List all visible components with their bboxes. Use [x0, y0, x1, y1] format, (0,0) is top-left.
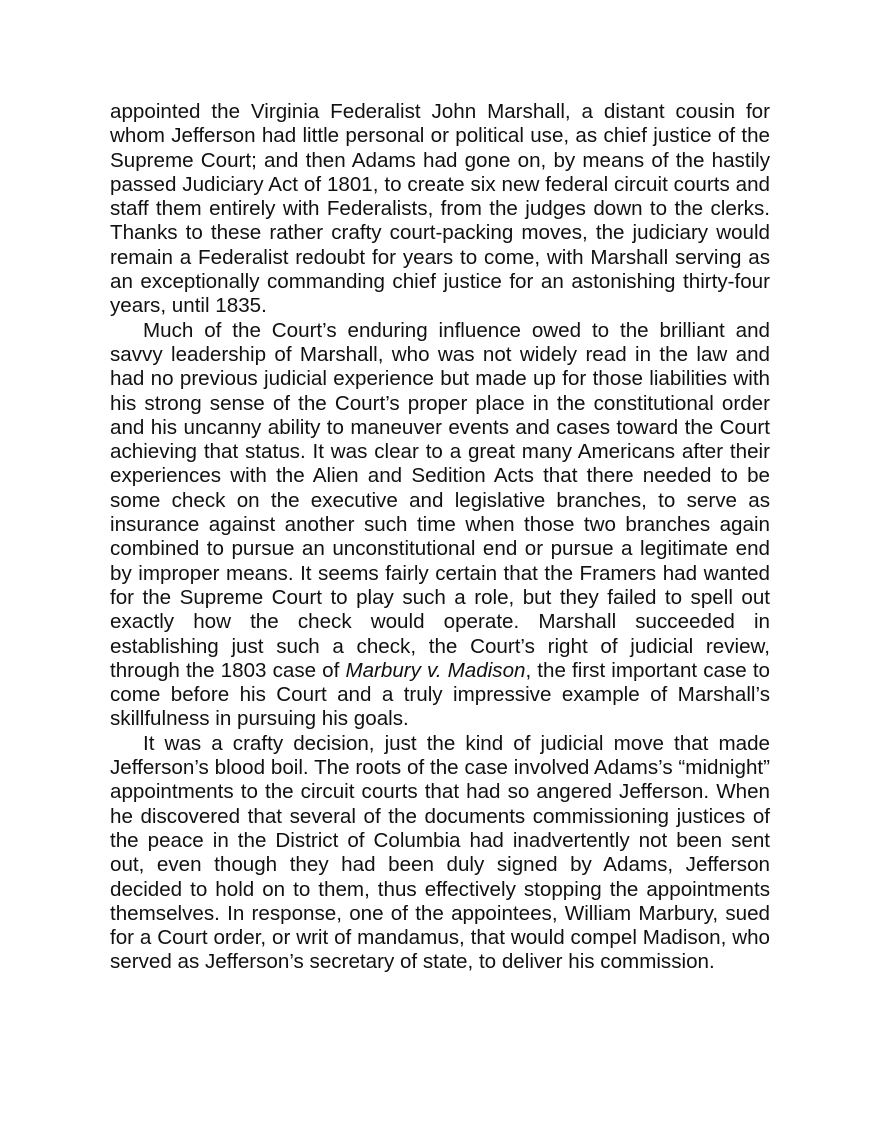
case-title-italic: Marbury v. Madison: [345, 658, 526, 682]
paragraph-text: appointed the Virginia Federalist John Marshall, a distant cousin for whom Jefferson had little personal or political use, as chief justice of the Supreme Court; and then Adams had gone on, by means of the hastily passed Judiciary Act of 1801, to create six new federal circuit courts and staff them entirely with Federalists, from the judges down to the clerks. Thanks to these rather crafty court-packing moves, the judiciary would remain a Federalist redoubt for years to come, with Marshall serving as an exceptionally commanding chief justice for an astonishing thirty-four years, until 1835.: [110, 100, 770, 318]
paragraph: [110, 100, 770, 319]
paragraph: [110, 732, 770, 975]
paragraph: [110, 319, 770, 732]
paragraph-text: , the first important case to come before his Court and a truly impressive example of Marshall’s skillfulness in pursuing his goals.: [110, 658, 770, 731]
page-body: [110, 100, 770, 975]
paragraph-text: It was a crafty decision, just the kind of judicial move that made Jefferson’s blood boil. The roots of the case involved Adams’s “midnight” appointments to the circuit courts that had so angered Jefferson. When he discovered that several of the documents commissioning justices of the peace in the District of Columbia had inadvertently not been sent out, even though they had been duly signed by Adams, Jefferson decided to hold on to them, thus effectively stopping the appointments themselves. In response, one of the appointees, William Marbury, sued for a Court order, or writ of mandamus, that would compel Madison, who served as Jefferson’s secretary of state, to deliver his commission.: [110, 731, 770, 974]
paragraph-text: Much of the Court’s enduring influence owed to the brilliant and savvy leadership of Marshall, who was not widely read in the law and had no previous judicial experience but made up for those liabilities with his strong sense of the Court’s proper place in the constitutional order and his uncanny ability to maneuver events and cases toward the Court achieving that status. It was clear to a great many Americans after their experiences with the Alien and Sedition Acts that there needed to be some check on the executive and legislative branches, to serve as insurance against another such time when those two branches again combined to pursue an unconstitutional end or pursue a legitimate end by improper means. It seems fairly certain that the Framers had wanted for the Supreme Court to play such a role, but they failed to spell out exactly how the check would operate. Marshall succeeded in establishing just such a check, the Court’s right of judicial review, through the 1803 case of: [110, 318, 770, 682]
